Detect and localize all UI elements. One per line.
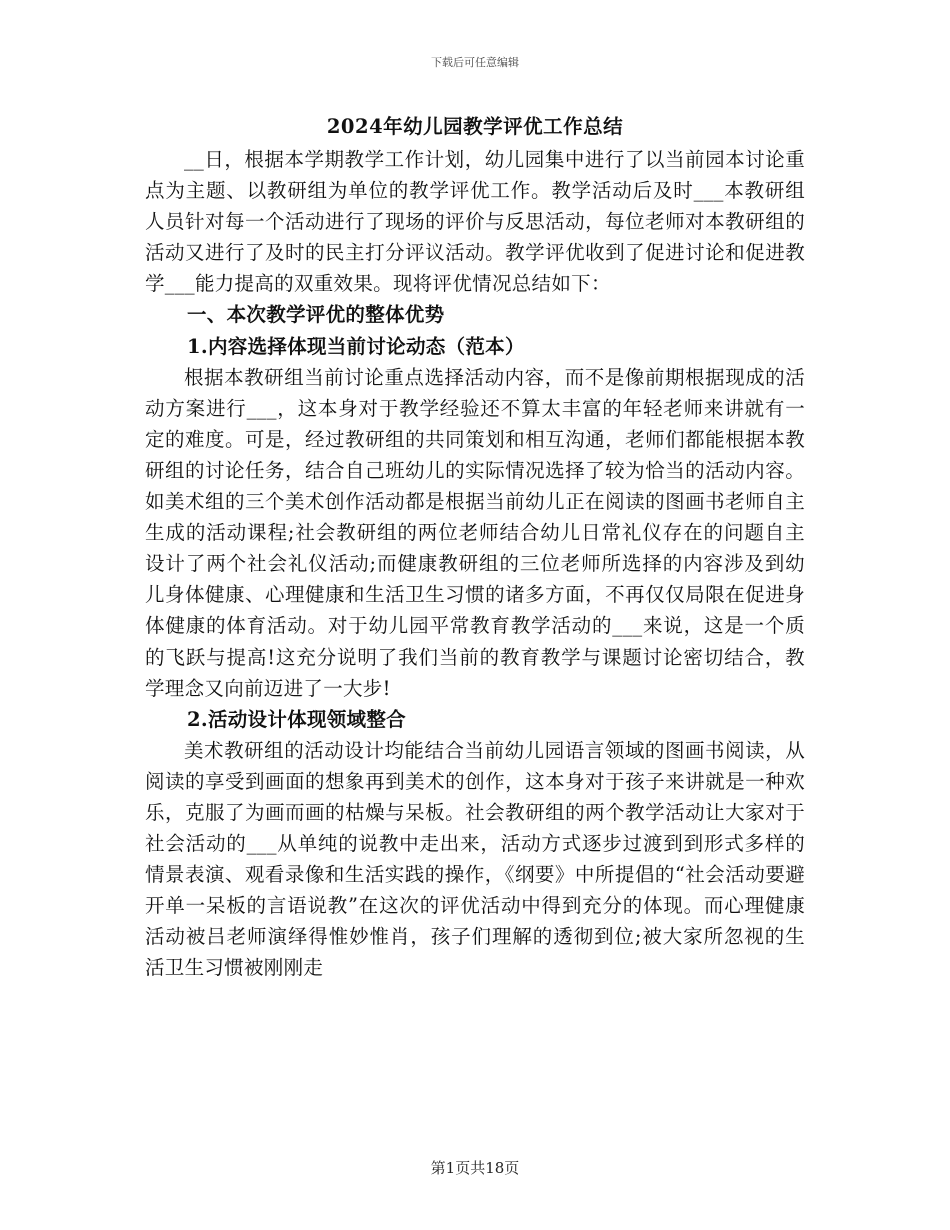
- body-paragraph: 根据本教研组当前讨论重点选择活动内容，而不是像前期根据现成的活动方案进行___，这本身对于教学经验还不算太丰富的年轻老师来讲就有一定的难度。可是，经过教研组的共同策划和相互沟通，老师们都能根据本教研组的讨论任务，结合自己班幼儿的实际情况选择了较为恰当的活动内容。如美术组的三个美术创作活动都是根据当前幼儿正在阅读的图画书老师自主生成的活动课程;社会教研组的两位老师结合幼儿日常礼仪存在的问题自主设计了两个社会礼仪活动;而健康教研组的三位老师所选择的内容涉及到幼儿身体健康、心理健康和生活卫生习惯的诸多方面，不再仅仅局限在促进身体健康的体育活动。对于幼儿园平常教育教学活动的___来说，这是一个质的飞跃与提高!这充分说明了我们当前的教育教学与课题讨论密切结合，教学理念又向前迈进了一大步!: [145, 365, 805, 700]
- subsection-heading: 1.内容选择体现当前讨论动态（范本）: [187, 334, 525, 358]
- page-number: 第1页共18页: [430, 1159, 520, 1177]
- subsection-heading: 2.活动设计体现领域整合: [187, 707, 406, 731]
- section-heading: 一、本次教学评优的整体优势: [187, 303, 445, 327]
- body-paragraph: 美术教研组的活动设计均能结合当前幼儿园语言领域的图画书阅读，从阅读的享受到画面的想象再到美术的创作，这本身对于孩子来讲就是一种欢乐，克服了为画而画的枯燥与呆板。社会教研组的两个教学活动让大家对于社会活动的___从单纯的说教中走出来，活动方式逐步过渡到到形式多样的情景表演、观看录像和生活实践的操作，《纲要》中所提倡的“社会活动要避开单一呆板的言语说教”在这次的评优活动中得到充分的体现。而心理健康活动被吕老师演绎得惟妙惟肖，孩子们理解的透彻到位;被大家所忽视的生活卫生习惯被刚刚走: [145, 738, 805, 980]
- document-body: [145, 144, 805, 984]
- document-title: 2024年幼儿园教学评优工作总结: [326, 115, 624, 138]
- header-note: 下载后可任意编辑: [431, 56, 519, 69]
- intro-paragraph: __日，根据本学期教学工作计划，幼儿园集中进行了以当前园本讨论重点为主题、以教研组为单位的教学评优工作。教学活动后及时___本教研组人员针对每一个活动进行了现场的评价与反思活动，每位老师对本教研组的活动又进行了及时的民主打分评议活动。教学评优收到了促进讨论和促进教学___能力提高的双重效果。现将评优情况总结如下：: [145, 148, 805, 296]
